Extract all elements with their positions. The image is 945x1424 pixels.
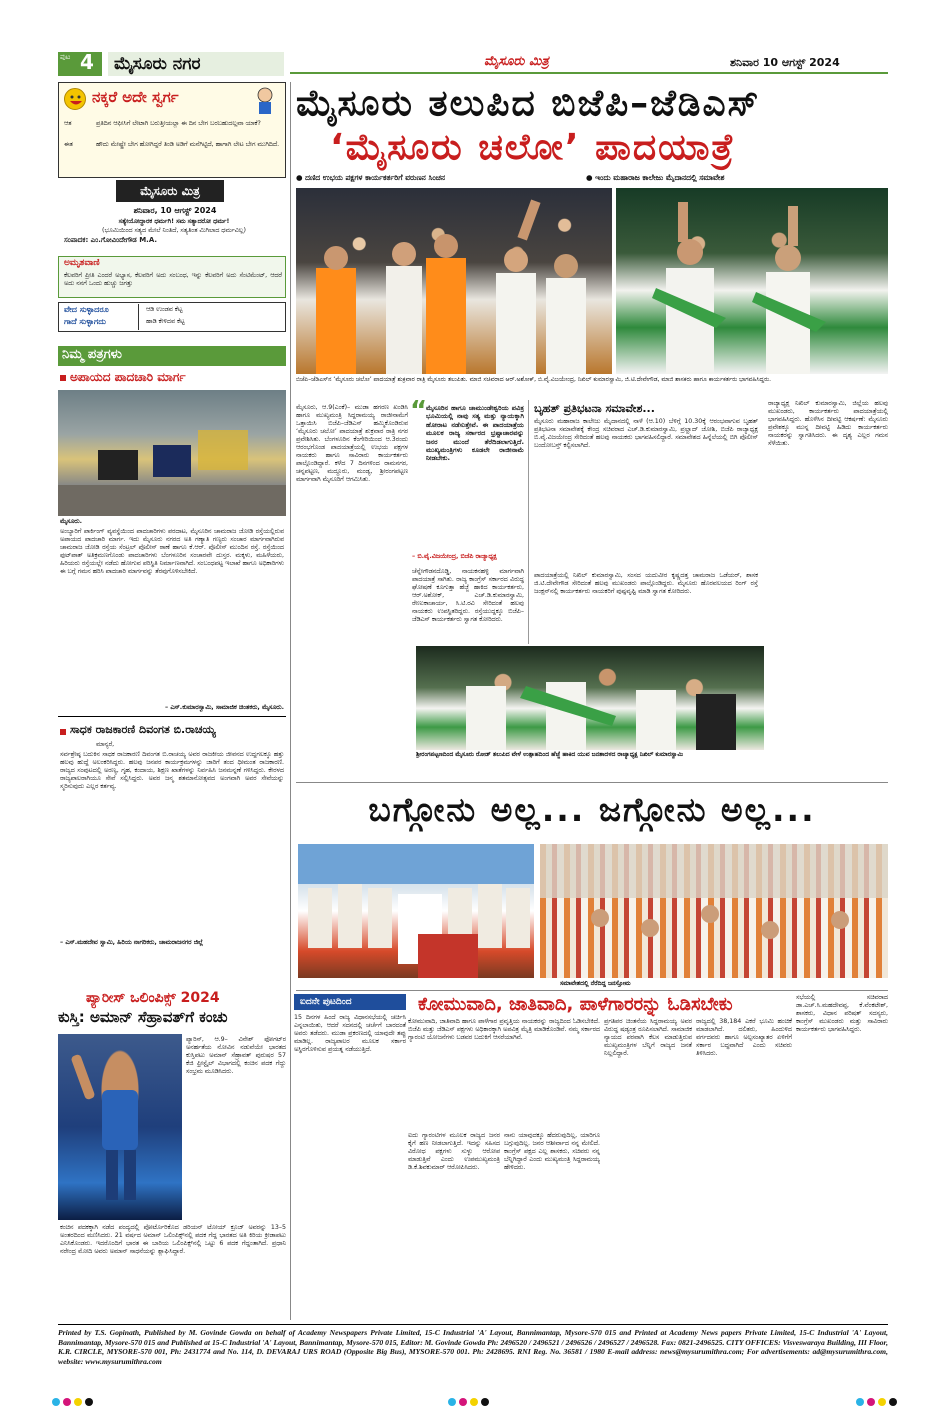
lead-col-4: ರಾಜ್ಯಾಧ್ಯಕ್ಷ ನಿಖಿಲ್ ಕುಮಾರಸ್ವಾಮಿ, ಜಿಲ್ಲೆಯ ಹಲವು ಮುಖಂಡರು, ಕಾರ್ಯಕರ್ತರು ಪಾದಯಾತ್ರೆಯಲ್ಲಿ ಭಾಗವಹಿಸಿದ್ದರು. ಹೊಳೆಸಿನ ದೀವಟ್ಟಿ ಆಕರ್ಷಣೆ: ಮೈಸೂರು ಪ್ರವೇಶಕ್ಕೂ ಮುನ್ನ ದೀವಟ್ಟಿ ಹಿಡಿದು ಕಾರ್ಯಕರ್ತರು ನಾಯಕರನ್ನು ಸ್ವಾಗತಿಸಿದರು. ಈ ದೃಶ್ಯ ಎಲ್ಲರ ಗಮನ ಸೆಳೆಯಿತು.: [768, 400, 888, 447]
page-label: ಪುಟ: [60, 53, 71, 61]
lead-quote-byline: – ಬಿ.ವೈ.ವಿಜಯೇಂದ್ರ, ಬಿಜೆಪಿ ರಾಜ್ಯಾಧ್ಯಕ್ಷ: [412, 553, 497, 560]
letter2-title: ಸಾಧಕ ರಾಜಕಾರಣಿ ದಿವಂಗತ ಬಿ.ರಾಚಯ್ಯ: [70, 723, 216, 736]
paper-editor: ಸಂಪಾದಕ: ಎಂ.ಗೋವಿಂದೇಗೌಡ M.A.: [64, 236, 158, 244]
olympics-kicker: ಪ್ಯಾರೀಸ್ ಒಲಿಂಪಿಕ್ಸ್ 2024: [86, 990, 220, 1006]
bottom-col-2b: ನಾನು ಯಾವುದಕ್ಕೂ ಹೆದರುವುದಿಲ್ಲ, ಯಾರಿಗೂ ಬಗ್ಗುವುದಿಲ್ಲ. ಜನರ ಆಶೀರ್ವಾದ ನನ್ನ ಮೇಲಿದೆ. ಕಾಂಗ್ರೆಸ್ ಪಕ್ಷದ ಎಲ್ಲ ಶಾಸಕರು, ಸಚಿವರು ನನ್ನ ಬೆನ್ನಿಗಿದ್ದಾರೆ ಎಂದು ಮುಖ್ಯಮಂತ್ರಿ ಸಿದ್ದರಾಮಯ್ಯ ಹೇಳಿದರು.: [504, 1132, 600, 1171]
registration-mark-icon: [85, 1398, 93, 1406]
letter1-signature: – ಎಸ್.ಕುಮಾರಸ್ವಾಮಿ, ಸಾಮಾಜಿಕ ಚಿಂತಕರು, ಮೈಸೂರು.: [165, 704, 284, 711]
second-photo-left: [298, 844, 534, 978]
imprint-rule: [58, 1324, 888, 1325]
registration-mark-icon: [867, 1398, 875, 1406]
bottom-col-4: ರಾಜ್ಯದಲ್ಲಿ 38,184 ಎಕರೆ ಭೂಮಿ ಹಂಚಿಕೆ ಮಾಡಲಾಗಿದೆ. ದಲಿತರು, ಹಿಂದುಳಿದ ವರ್ಗದವರು ಹಾಗೂ ಅಲ್ಪಸಂಖ್ಯಾತರ ಏಳಿಗೆಗೆ ಸರ್ಕಾರ ಬದ್ಧವಾಗಿದೆ ಎಂದು ಸಚಿವರು ತಿಳಿಸಿದರು.: [696, 1018, 792, 1057]
second-headline: ಬಗ್ಗೋನು ಅಲ್ಲ... ಜಗ್ಗೋನು ಅಲ್ಲ...: [368, 790, 816, 829]
humor-a2: ಹೌದು ಮೇಷ್ಟ್ರೇ ಬೇಗ ಹೋಗಿದ್ದರೆ ತಿಂಡಿ ಅಡಿಗೆ ಮನೆಗಿಟ್ಟಿದೆ, ಹಾಗಾಗಿ ಲೇಟ ಬೇಗ ಮುಗಿದಿದೆ.: [96, 141, 280, 148]
lead-march-caption: ಶ್ರೀರಂಗಪಟ್ಟಣದಿಂದ ಮೈಸೂರು ರೋಡ್ ತಲುಪಿದ ವೇಳೆ ಉತ್ಸಾಹದಿಂದ ಹೆಜ್ಜೆ ಹಾಕಿದ ಯುವ ಜನತಾದಳದ ರಾಜ್ಯಾಧ್ಯಕ್ಷ ನಿಖಿಲ್ ಕುಮಾರಸ್ವಾಮಿ: [416, 751, 684, 758]
veda-right-1: ಆಡಿ ಉಂಡವ ಕೆಟ್ಟ: [146, 306, 183, 313]
lead-strap-2: ● ಇಂದು ಮಹಾರಾಜ ಕಾಲೇಜು ಮೈದಾನದಲ್ಲಿ ಸಮಾವೇಶ: [586, 174, 725, 182]
second-bottom-rule: [296, 990, 888, 991]
section-title: ಮೈಸೂರು ನಗರ: [108, 52, 284, 76]
second-photo-caption: ಸಮಾವೇಶದಲ್ಲಿ ನೆರೆದಿದ್ದ ಜನಸ್ತೋಮ: [560, 980, 631, 987]
veda-divider: [138, 304, 139, 330]
veda-left-1: ವೇದ ಸುಳ್ಳಾದರೂ: [64, 305, 109, 314]
paper-logo-box: ಮೈಸೂರು ಮಿತ್ರ: [116, 180, 224, 202]
quote-mark-icon: “: [410, 396, 428, 426]
letters-divider: [58, 716, 286, 717]
humor-q2-label: ಈತ: [64, 141, 73, 148]
letter1-bullet: [60, 375, 66, 381]
registration-mark-icon: [52, 1398, 60, 1406]
bottom-headline: ಕೋಮುವಾದಿ, ಜಾತಿವಾದಿ, ಪಾಳೆಗಾರರನ್ನು ಓಡಿಸಬೇಕು: [418, 994, 733, 1015]
registration-mark-icon: [459, 1398, 467, 1406]
lead-photo-caption: ಬಿಜೆಪಿ–ಜೆಡಿಎಸ್‌ನ ‘ಮೈಸೂರು ಚಲೋ’ ಪಾದಯಾತ್ರೆ ಶುಕ್ರವಾರ ರಾತ್ರಿ ಮೈಸೂರು ತಲುಪಿತು. ಮಾಜಿ ಸಚಿವರಾದ ಆರ್.ಅಶೋಕ್, ಬಿ.ವೈ.ವಿಜಯೇಂದ್ರ, ನಿಖಿಲ್ ಕುಮಾರಸ್ವಾಮಿ, ಜಿ.ಟಿ.ದೇವೇಗೌಡ, ಮಾಜಿ ಶಾಸಕರು ಹಾಗೂ ಕಾರ್ಯಕರ್ತರು ಭಾಗವಹಿಸಿದ್ದರು.: [296, 376, 772, 383]
lead-photo-left: [296, 188, 612, 374]
lead-strap-1: ● ದಣಿದ ಉಭಯ ಪಕ್ಷಗಳ ಕಾರ್ಯಕರ್ತರಿಗೆ ವರುಣನ ಸಿಂಚನ: [296, 174, 446, 182]
letter2-body: ಸರ್ವಶ್ರೇಷ್ಠ ಬದುಕಿನ ಸಾಧಕ ರಾಜಕಾರಣಿ ದಿವಂಗತ ಬಿ.ರಾಚಯ್ಯ ಅವರ ರಾಜಕೀಯ ಜೀವನದ ಉದ್ದಗಲಕ್ಕೂ ಹತ್ತು ಹಲವು ಹುದ್ದೆ ಅಲಂಕರಿಸಿದ್ದರು. ಹಲವು ಜನಪರ ಕಾರ್ಯಕ್ರಮಗಳನ್ನು ಜಾರಿಗೆ ತಂದ ಧೀಮಂತ ರಾಜಕಾರಣಿ. ರಾಜ್ಯದ ಸಂಪುಟದಲ್ಲಿ ಅರಣ್ಯ, ಗೃಹ, ಕಂದಾಯ, ಶಿಕ್ಷಣ ಖಾತೆಗಳನ್ನು ನಿರ್ವಹಿಸಿ ಜನಮನ್ನಣೆ ಗಳಿಸಿದ್ದರು. ಕೇರಳದ ರಾಜ್ಯಪಾಲರಾಗಿಯೂ ಸೇವೆ ಸಲ್ಲಿಸಿದ್ದರು. ಅವರ ಜನ್ಮ ಶತಮಾನೋತ್ಸವದ ಅಂಗವಾಗಿ ಅವರ ಸೇವೆಯನ್ನು ಸ್ಮರಿಸುವುದು ಎಲ್ಲರ ಕರ್ತವ್ಯ.: [60, 751, 284, 790]
page-number: 4: [80, 50, 94, 74]
lead-bottom-rule: [296, 782, 888, 783]
cartoon-figure-icon: [250, 86, 280, 116]
registration-mark-icon: [470, 1398, 478, 1406]
masthead-rule: [290, 72, 888, 74]
bruhat-body: ಮೈಸೂರು ಮಹಾರಾಜ ಕಾಲೇಜು ಮೈದಾನದಲ್ಲಿ ನಾಳೆ (ಆ.10) ಬೆಳಿಗ್ಗೆ 10.30ಕ್ಕೆ ಆರಂಭವಾಗುವ ಬೃಹತ್ ಪ್ರತಿಭಟನಾ ಸಮಾವೇಶಕ್ಕೆ ಕೇಂದ್ರ ಸಚಿವರಾದ ಎಚ್.ಡಿ.ಕುಮಾರಸ್ವಾಮಿ, ಪ್ರಲ್ಹಾದ್ ಜೋಶಿ, ಬಿಜೆಪಿ ರಾಜ್ಯಾಧ್ಯಕ್ಷ ಬಿ.ವೈ.ವಿಜಯೇಂದ್ರ ಸೇರಿದಂತೆ ಹಲವು ನಾಯಕರು ಭಾಗವಹಿಸಲಿದ್ದಾರೆ. ಸಮಾವೇಶದ ಹಿನ್ನೆಲೆಯಲ್ಲಿ ಬಿಗಿ ಪೊಲೀಸ್ ಬಂದೋಬಸ್ತ್ ಕಲ್ಪಿಸಲಾಗಿದೆ.: [534, 418, 758, 449]
column-body-1: 15 ದಿನಗಳ ಹಿಂದೆ ರಾಜ್ಯ ವಿಧಾನಸಭೆಯಲ್ಲಿ ಚರ್ಚಿಸಿ ಎನ್ನಲಾಯಿತು, ಆದರೆ ಸದನದಲ್ಲಿ ಚರ್ಚೆಗೆ ಬಾರದಂತೆ ಅವರು ತಡೆದರು. ಮುಡಾ ಪ್ರಕರಣದಲ್ಲಿ ಯಾವುದೇ ತಪ್ಪು ಮಾಡಿಲ್ಲ. ರಾಜ್ಯಪಾಲರ ಮೂಲಕ ಸರ್ಕಾರ ಅಸ್ಥಿರಗೊಳಿಸುವ ಪ್ರಯತ್ನ ನಡೆಯುತ್ತಿದೆ.: [294, 1014, 406, 1053]
veda-left-2: ಗಾದೆ ಸುಳ್ಳಾಗದು: [64, 317, 106, 326]
paper-motto-1: ಸತ್ಯೇಯೋದ್ಧಾರಕ ಧರ್ಮಗಿ! ಸಮ ಸತ್ಯಾದರೋ ಧರ್ಮ!: [118, 218, 230, 225]
wrestler-photo: [58, 1034, 182, 1220]
paper-motto-2: (ಭೂಮಿಯಿಂದ ಸತ್ಯದ ಮೇಲೆ ನಿಂತಿದೆ, ಸತ್ಯತಿಂತ ಮಿಗಿಲಾದ ಧರ್ಮವಿಲ್ಲ): [102, 227, 246, 234]
olympics-headline: ಕುಸ್ತಿ: ಅಮಾನ್ ಸೆಹ್ರಾವತ್‌ಗೆ ಕಂಚು: [58, 1008, 228, 1026]
lead-headline-1: ಮೈಸೂರು ತಲುಪಿದ ಬಿಜೆಪಿ–ಜೆಡಿಎಸ್: [296, 83, 761, 124]
humor-a1: ಪ್ರತಿದಿನ ಆಫೀಸಿಗೆ ಲೇಟಾಗಿ ಬರುತ್ತೀಯಲ್ಲಾ ಈ ದಿನ ಬೇಗ ಬರಬಹುದಲ್ಲವಾ ಯಾಕೆ?: [96, 120, 261, 127]
letter2-signature: – ಎಸ್.ಮಹದೇವ ಸ್ವಾಮಿ, ಹಿರಿಯ ನಾಗರಿಕರು, ಚಾಮರಾಜನಗರ ಜಿಲ್ಲೆ: [60, 939, 204, 946]
humor-title: ನಕ್ಕರೆ ಅದೇ ಸ್ವರ್ಗ: [92, 88, 179, 106]
veda-right-2: ಹಾಡಿ ಕೇಳಿದವ ಕೆಟ್ಟ: [146, 318, 185, 325]
bottom-col-5: ಸಭೆಯಲ್ಲಿ ಸಚಿವರಾದ ಡಾ.ಎಚ್.ಸಿ.ಮಹದೇವಪ್ಪ, ಕೆ.ವೆಂಕಟೇಶ್, ಶಾಸಕರು, ವಿಧಾನ ಪರಿಷತ್ ಸದಸ್ಯರು, ಕಾಂಗ್ರೆಸ್ ಮುಖಂಡರು ಮತ್ತು ಸಾವಿರಾರು ಕಾರ್ಯಕರ್ತರು ಭಾಗವಹಿಸಿದ್ದರು.: [796, 994, 888, 1033]
registration-mark-icon: [856, 1398, 864, 1406]
left-column-divider: [290, 82, 291, 1320]
registration-mark-icon: [74, 1398, 82, 1406]
bottom-col-3: ಪ್ರಗತಿಪರ ಚಿಂತನೆಯ ಸಿದ್ದರಾಮಯ್ಯ ಅವರ ವಿರುದ್ಧ ಷಡ್ಯಂತ್ರ ರೂಪಿಸಲಾಗಿದೆ. ಸಾಮಾಜಿಕ ನ್ಯಾಯದ ಪರವಾಗಿ ಕೆಲಸ ಮಾಡುತ್ತಿರುವ ಮುಖ್ಯಮಂತ್ರಿಗಳ ಬೆನ್ನಿಗೆ ರಾಜ್ಯದ ಜನತೆ ನಿಲ್ಲಲಿದ್ದಾರೆ.: [604, 1018, 692, 1057]
letter1-photo-caption: ಮೈಸೂರು.: [60, 518, 82, 525]
lead-col-3: ಪಾದಯಾತ್ರೆಯಲ್ಲಿ ನಿಖಿಲ್ ಕುಮಾರಸ್ವಾಮಿ, ಸಂಸದ ಯದುವೀರ ಕೃಷ್ಣದತ್ತ ಚಾಮರಾಜ ಒಡೆಯರ್, ಶಾಸಕ ಜಿ.ಟಿ.ದೇವೇಗೌಡ ಸೇರಿದಂತೆ ಹಲವು ಮುಖಂಡರು ಪಾಲ್ಗೊಂಡಿದ್ದರು. ಮೈಸೂರು ಹೊರವಲಯದ ರಿಂಗ್ ರಸ್ತೆ ಜಂಕ್ಷನ್‌ನಲ್ಲಿ ಕಾರ್ಯಕರ್ತರು ನಾಯಕರಿಗೆ ಪುಷ್ಪವೃಷ್ಟಿ ಮಾಡಿ ಸ್ವಾಗತ ಕೋರಿದರು.: [534, 572, 758, 595]
registration-mark-icon: [481, 1398, 489, 1406]
bottom-col-1: ಕೋಮುವಾದಿ, ಜಾತಿವಾದಿ ಹಾಗೂ ಪಾಳೆಗಾರ ಪ್ರವೃತ್ತಿಯ ನಾಯಕರನ್ನು ರಾಜ್ಯದಿಂದ ಓಡಿಸಬೇಕಿದೆ. ಬಿಜೆಪಿ ಮತ್ತು ಜೆಡಿಎಸ್ ಪಕ್ಷಗಳು ಅಧಿಕಾರಕ್ಕಾಗಿ ಅಪವಿತ್ರ ಮೈತ್ರಿ ಮಾಡಿಕೊಂಡಿವೆ. ನಮ್ಮ ಸರ್ಕಾರದ ಗ್ಯಾರಂಟಿ ಯೋಜನೆಗಳು ಬಡವರ ಬದುಕಿಗೆ ಆಸರೆಯಾಗಿವೆ.: [408, 1018, 600, 1041]
lead-march-photo: [416, 646, 764, 750]
amrutavani-text: ಕೆಲವರಿಗೆ ಪ್ರೀತಿ ಎಂದರೆ ಅಭ್ಯಾಸ, ಕೆಲವರಿಗೆ ಅದು ಸಂಬಂಧ, ಇನ್ನು ಕೆಲವರಿಗೆ ಅದು ಸೆಂಟಿಮೆಂಟ್, ಆದರೆ ಅದು ನನಗೆ ಒಂದು ಹುಚ್ಚು ಜಗತ್ತು: [64, 272, 282, 287]
letters-section-title: ನಿಮ್ಮ ಪತ್ರಗಳು: [62, 347, 122, 362]
olympics-body-2: ಕಂಚಿನ ಪದಕಕ್ಕಾಗಿ ನಡೆದ ಪಂದ್ಯದಲ್ಲಿ ಪೋರ್ಟೊರಿಕೊದ ಡರಿಯನ್ ಟೋಯ್ ಕ್ರೂಜ್ ಅವರನ್ನು 13–5 ಅಂತರದಿಂದ ಮಣಿಸಿದರು. 21 ವರ್ಷದ ಅಮಾನ್ ಒಲಿಂಪಿಕ್ಸ್‌ನಲ್ಲಿ ಪದಕ ಗೆದ್ದ ಭಾರತದ ಅತಿ ಕಿರಿಯ ಕ್ರೀಡಾಪಟು ಎನಿಸಿಕೊಂಡರು. ಇದರೊಂದಿಗೆ ಭಾರತ ಈ ಬಾರಿಯ ಒಲಿಂಪಿಕ್ಸ್‌ನಲ್ಲಿ ಒಟ್ಟು 6 ಪದಕ ಗೆದ್ದಂತಾಗಿದೆ. ಪ್ರಧಾನಿ ನರೇಂದ್ರ ಮೋದಿ ಅವರು ಅಮಾನ್ ಸಾಧನೆಯನ್ನು ಶ್ಲಾಘಿಸಿದ್ದಾರೆ.: [60, 1224, 286, 1255]
lead-headline-2: ‘ಮೈಸೂರು ಚಲೋ’ ಪಾದಯಾತ್ರೆ: [330, 127, 736, 168]
lead-col-2: ಚೆನ್ನೇಗೌಡನದೊಡ್ಡಿ, ನಾಯಕನಹಳ್ಳಿ ಮಾರ್ಗವಾಗಿ ಪಾದಯಾತ್ರೆ ಸಾಗಿತು. ರಾಜ್ಯ ಕಾಂಗ್ರೆಸ್ ಸರ್ಕಾರದ ವಿರುದ್ಧ ಘೋಷಣೆ ಕೂಗುತ್ತಾ ಹೆಜ್ಜೆ ಹಾಕಿದ ಕಾರ್ಯಕರ್ತರು, ಆರ್.ಅಶೋಕ್, ಎಚ್.ಡಿ.ಕುಮಾರಸ್ವಾಮಿ, ರೇಣುಕಾಚಾರ್ಯ, ಸಿ.ಟಿ.ರವಿ ಸೇರಿದಂತೆ ಹಲವು ನಾಯಕರು ಉಪಸ್ಥಿತರಿದ್ದರು. ರಸ್ತೆಯುದ್ದಕ್ಕೂ ಬಿಜೆಪಿ–ಜೆಡಿಎಸ್ ಕಾರ್ಯಕರ್ತರು ಸ್ವಾಗತ ಕೋರಿದರು.: [412, 568, 524, 623]
letter1-title: ಅಪಾಯದ ಪಾದಚಾರಿ ಮಾರ್ಗ: [70, 370, 186, 384]
humor-q1-label: ಆತ: [64, 120, 72, 127]
second-photo-right: [540, 844, 888, 978]
paper-logo-small: ಮೈಸೂರು ಮಿತ್ರ: [484, 54, 549, 69]
imprint-text: Printed by T.S. Gopinath, Published by M. Govinde Gowda on behalf of Academy Newspapers Private Limited, 15-C Industrial 'A' Layout, Bannimantap, Mysore-570 015 and Printed at Academy News papers Private Limited, 15-C Industrial 'A' Layout, Bannimantap, Mysore-570 015 and Published at 15-C Industrial 'A' Layout, Bannimantap, Mysore-570 015, Editor: M. Govinde Gowda Ph: 2496520 / 2496521 / 2496526 / 2496527 / 2496528. Fax: 0821-2496525. CITY OFFICES: Visveswaraya Building, III Floor, K.R. CIRCLE, MYSORE-570 001, Ph: 2431774 and No. 114, D. DEVARAJ URS ROAD (Opposite Big Bus), MYSORE-570 001. Ph: 2428695. RNI Reg. No. 36581 / 1980 E-mail address: news@mysurumithra.com; For advertisements: ad@mysurumithra.com, website: www.mysurumithra.com: [58, 1328, 888, 1366]
bottom-col-2: ಐದು ಗ್ಯಾರಂಟಿಗಳ ಮೂಲಕ ರಾಜ್ಯದ ಜನರ ಕೈಗೆ ಹಣ ನೀಡಲಾಗುತ್ತಿದೆ. ಇದನ್ನು ಸಹಿಸದ ವಿರೋಧ ಪಕ್ಷಗಳು ಸುಳ್ಳು ಆರೋಪ ಮಾಡುತ್ತಿವೆ ಎಂದು ಉಪಮುಖ್ಯಮಂತ್ರಿ ಡಿ.ಕೆ.ಶಿವಕುಮಾರ್ ಆರೋಪಿಸಿದರು.: [408, 1132, 500, 1171]
olympics-body-1: ಪ್ಯಾರಿಸ್, ಆ.9– ವಿನೇಶ್ ಫೋಗಟ್‌ರ ಅನರ್ಹತೆಯ ನೋವಿನ ನಡುವೆಯೇ ಭಾರತದ ಕುಸ್ತಿಪಟು ಅಮಾನ್ ಸೆಹ್ರಾವತ್ ಪುರುಷರ 57 ಕೆಜಿ ಫ್ರೀಸ್ಟೈಲ್ ವಿಭಾಗದಲ್ಲಿ ಕಂಚಿನ ಪದಕ ಗೆದ್ದು ಸಂಭ್ರಮ ಮೂಡಿಸಿದರು.: [186, 1036, 286, 1075]
amrutavani-title: ಅಮೃತವಾಣಿ: [64, 258, 100, 268]
laugh-emoji-icon: [64, 88, 86, 110]
paper-box-date: ಶನಿವಾರ, 10 ಆಗಸ್ಟ್ 2024: [133, 206, 217, 215]
column-kicker: ಐದನೇ ಪುಟದಿಂದ: [294, 994, 406, 1010]
letter1-body: ಅಂಬ್ಯಾರಿಗೆ ಪಾರ್ಕಿಂಗ್ ವ್ಯವಸ್ಥೆಯಿಂದ ಪಾದಚಾರಿಗಳು ಪರದಾಟ, ಮೈಸೂರಿನ ಚಾಮರಾಜ ಜೋಡಿ ರಸ್ತೆಯಲ್ಲಿರುವ ಅಪಾಯದ ಪಾದಚಾರಿ ಮಾರ್ಗ. ಇದು ಮೈಸೂರು ನಗರದ ಅತಿ ಗಣ್ಯಾತಿ ಗಣ್ಯರು ಸಂಚಾರ ಮಾರ್ಗವಾಗಿರುವ ಚಾಮರಾಜ ಜೋಡಿ ರಸ್ತೆಯ ಸೆಂಟ್ರಲ್ ಪೊಲೀಸ್ ಠಾಣೆ ಹಾಗೂ ಕೆ.ಆರ್. ಪೊಲೀಸ್ ಮುಂದಿನ ರಸ್ತೆ. ರಸ್ತೆಯಿಂದ ಫುಟ್‌ಪಾತ್ ಅತಿಕ್ರಮಣಗೊಂಡು ಪಾದಚಾರಿಗಳು ಬೆಂಗಳೂರಿನ ಸಂಚಾರವೇ ದುಸ್ತರ. ಮಕ್ಕಳು, ಮಹಿಳೆಯರು, ಹಿರಿಯರು ರಸ್ತೆಯಲ್ಲೇ ನಡೆದು ಹೋಗುವ ಪರಿಸ್ಥಿತಿ ನಿರ್ಮಾಣವಾಗಿದೆ. ಸಂಬಂಧಪಟ್ಟ ಇಲಾಖೆ ಹಾಗೂ ಅಧಿಕಾರಿಗಳು ಈ ಬಗ್ಗೆ ಗಮನ ಹರಿಸಿ ಪಾದಚಾರಿ ಮಾರ್ಗವನ್ನು ತೆರವುಗೊಳಿಸಬೇಕಿದೆ.: [60, 528, 284, 575]
registration-mark-icon: [889, 1398, 897, 1406]
masthead-date: ಶನಿವಾರ 10 ಆಗಸ್ಟ್ 2024: [730, 56, 840, 69]
bruhat-title: ಬೃಹತ್ ಪ್ರತಿಭಟನಾ ಸಮಾವೇಶ...: [534, 402, 655, 415]
letter1-photo: [58, 390, 286, 516]
registration-mark-icon: [878, 1398, 886, 1406]
letter2-bullet: [60, 729, 66, 735]
lead-quote: ಮೈಸೂರಿನ ಹಾಗೂ ಚಾಮುಂಡೇಶ್ವರಿಯ ಪವಿತ್ರ ಭೂಮಿಯಲ್ಲಿ ನಾವು ಸತ್ಯ ಮತ್ತು ನ್ಯಾಯಕ್ಕಾಗಿ ಹೋರಾಟ ನಡೆಸುತ್ತೇವೆ. ಈ ಪಾದಯಾತ್ರೆಯ ಮೂಲಕ ರಾಜ್ಯ ಸರ್ಕಾರದ ಭ್ರಷ್ಟಾಚಾರವನ್ನು ಜನರ ಮುಂದೆ ತೆರೆದಿಡಲಾಗುತ್ತಿದೆ. ಮುಖ್ಯಮಂತ್ರಿಗಳು ಕೂಡಲೇ ರಾಜೀನಾಮೆ ನೀಡಬೇಕು.: [426, 404, 524, 463]
lead-photo-right: [616, 188, 888, 374]
registration-mark-icon: [448, 1398, 456, 1406]
lead-col-1: ಮೈಸೂರು, ಆ.9(ಎಂಕೆ)– ಮುಡಾ ಹಗರಣ ಖಂಡಿಸಿ ಹಾಗೂ ಮುಖ್ಯಮಂತ್ರಿ ಸಿದ್ದರಾಮಯ್ಯ ರಾಜೀನಾಮೆಗೆ ಒತ್ತಾಯಿಸಿ ಬಿಜೆಪಿ–ಜೆಡಿಎಸ್ ಹಮ್ಮಿಕೊಂಡಿರುವ ‘ಮೈಸೂರು ಚಲೋ’ ಪಾದಯಾತ್ರೆ ಶುಕ್ರವಾರ ರಾತ್ರಿ ನಗರ ಪ್ರವೇಶಿಸಿತು. ಬೆಂಗಳೂರಿನ ಕೆಂಗೇರಿಯಿಂದ ಆ.3ರಂದು ಆರಂಭಗೊಂಡ ಪಾದಯಾತ್ರೆಯಲ್ಲಿ ಉಭಯ ಪಕ್ಷಗಳ ನಾಯಕರು ಹಾಗೂ ಸಾವಿರಾರು ಕಾರ್ಯಕರ್ತರು ಪಾಲ್ಗೊಂಡಿದ್ದಾರೆ. ಕಳೆದ 7 ದಿನಗಳಿಂದ ರಾಮನಗರ, ಚನ್ನಪಟ್ಟಣ, ಮದ್ದೂರು, ಮಂಡ್ಯ, ಶ್ರೀರಂಗಪಟ್ಟಣ ಮಾರ್ಗವಾಗಿ ಮೈಸೂರಿಗೆ ಆಗಮಿಸಿತು.: [296, 404, 408, 483]
letter2-opening: ಮಾನ್ಯರೆ,: [96, 741, 115, 748]
registration-mark-icon: [63, 1398, 71, 1406]
